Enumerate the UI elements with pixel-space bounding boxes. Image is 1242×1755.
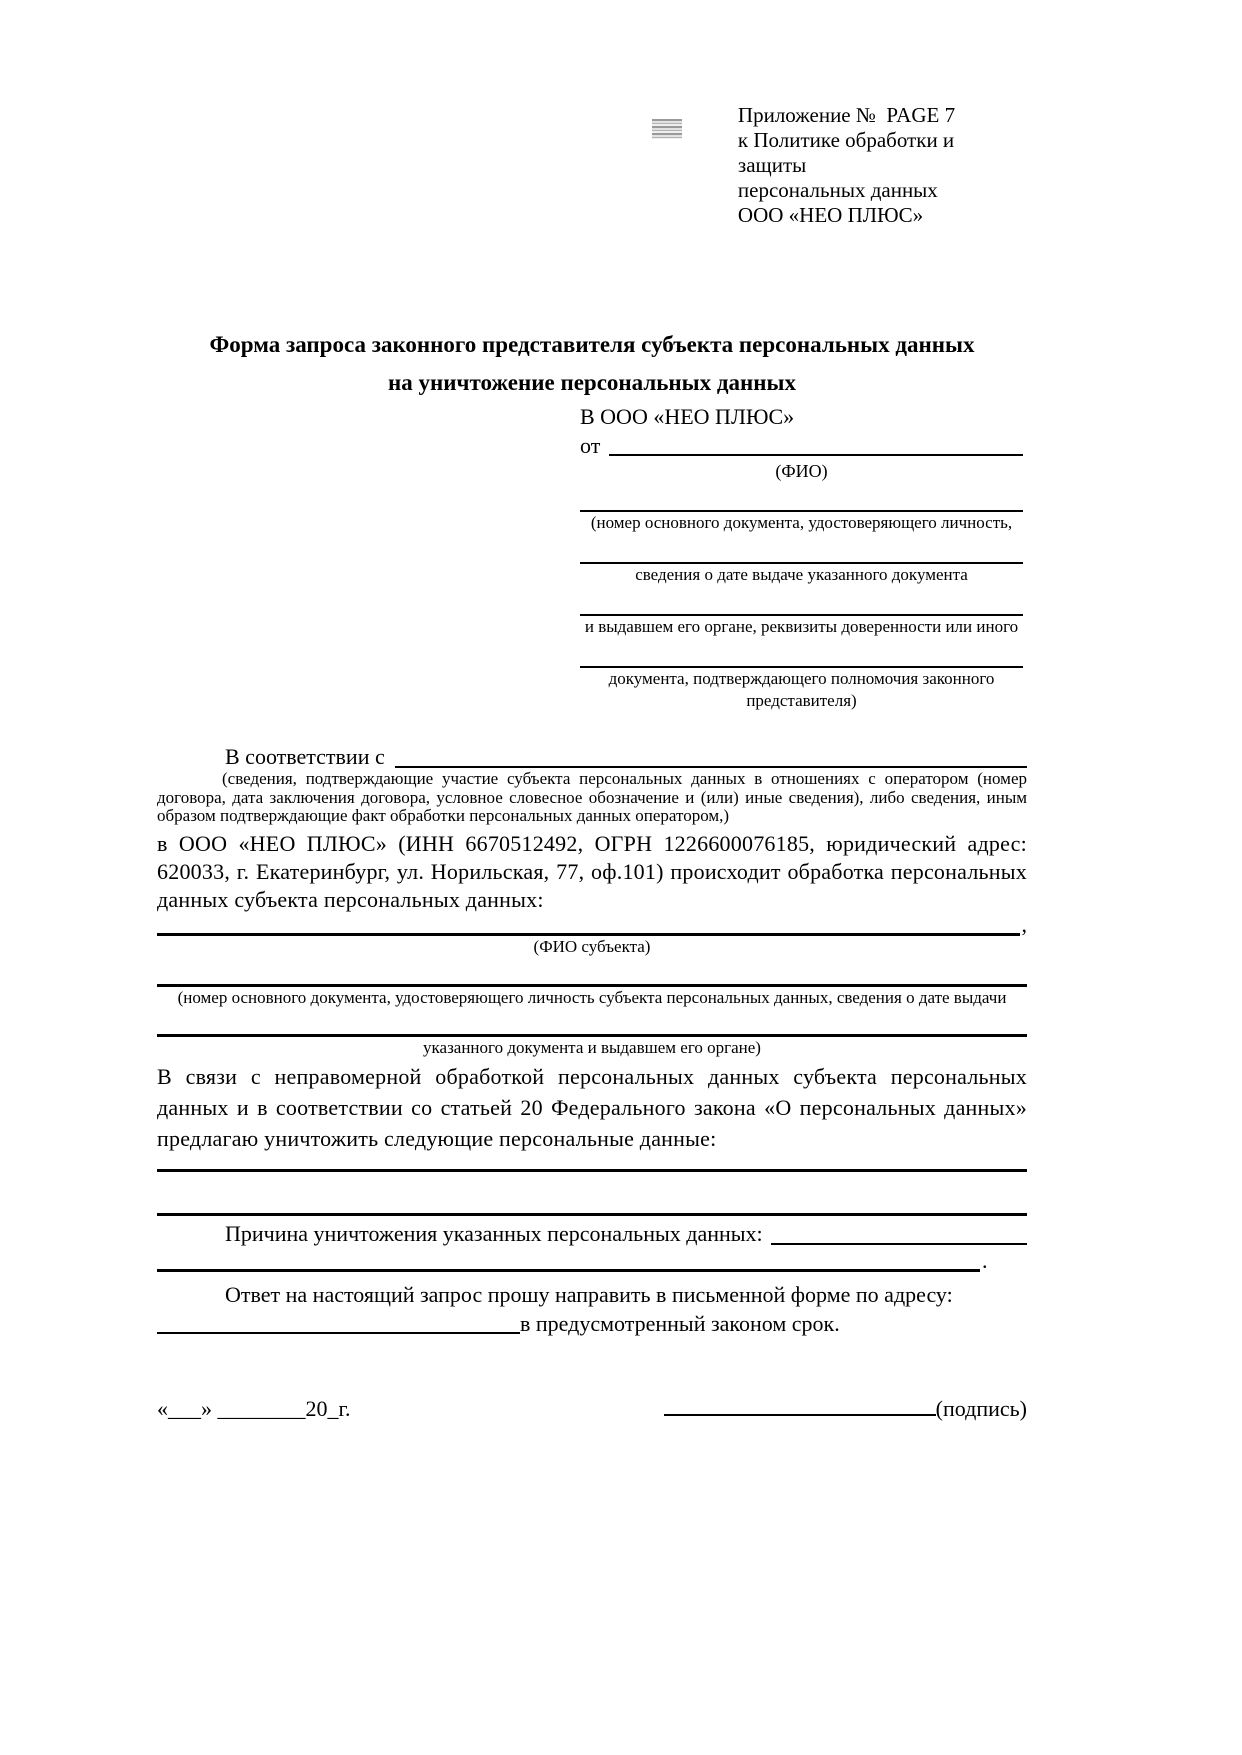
signature-row — [157, 1394, 1027, 1424]
personal-data-blank-line-1 — [157, 1156, 1027, 1172]
field-group-document-number — [580, 482, 1023, 534]
page-title — [157, 326, 1027, 402]
accordance-label: В соответствии с — [225, 744, 385, 769]
blank-line — [580, 638, 1023, 668]
subject-document-caption-top: (номер основного документа, удостоверяющего личность субъекта персональных данных, сведения о дате выдачи — [177, 987, 1007, 1007]
signature-block — [664, 1394, 1027, 1424]
accordance-row — [157, 744, 1027, 770]
date-blank: «___» ________20_г. — [157, 1395, 351, 1421]
subject-fio-blank-line — [157, 914, 1020, 936]
address-blank-line — [157, 1310, 520, 1334]
accordance-footnote: (сведения, подтверждающие участие субъекта персональных данных в отношениях с оператором (номер договора, дата заключения договора, условное словесное обозначение и (или) иные сведения), либо сведения, иным образом подтверждающие факт обработки персональных данных оператором,) — [157, 769, 1027, 826]
operator-paragraph: в ООО «НЕО ПЛЮС» (ИНН 6670512492, ОГРН 1226600076185, юридический адрес: 620033, г. Екатеринбург, ул. Норильская, 77, оф.101) происходит обработка персональных данных субъекта персональных данных: — [157, 830, 1027, 912]
subject-fio-row — [157, 911, 1027, 937]
blank-line — [580, 534, 1023, 564]
reply-address-row — [157, 1310, 1027, 1338]
representative-fio-blank-line — [609, 432, 1023, 456]
reply-tail: в предусмотренный законом срок. — [520, 1310, 840, 1336]
reason-row — [157, 1220, 1027, 1248]
reason-label: Причина уничтожения указанных персональных данных: — [225, 1220, 763, 1246]
personal-data-blank-line-2 — [157, 1172, 1027, 1216]
signature-caption: (подпись) — [935, 1395, 1027, 1421]
from-row — [580, 432, 1023, 460]
field-caption: сведения о дате выдаче указанного документа — [635, 565, 968, 584]
reason-blank-line — [771, 1220, 1027, 1245]
subject-document-caption-bottom: указанного документа и выдавшем его органе) — [423, 1037, 761, 1057]
blank-line — [580, 482, 1023, 512]
subject-fio-caption: (ФИО субъекта) — [533, 936, 651, 956]
field-caption: документа, подтверждающего полномочия законного представителя) — [608, 669, 995, 710]
reason-blank-line-2 — [157, 1250, 980, 1272]
appendix-policy-line-1: к Политике обработки и защиты — [737, 128, 955, 177]
title-line-1: Форма запроса законного представителя субъекта персональных данных — [209, 332, 975, 357]
reply-line: Ответ на настоящий запрос прошу направить в письменной форме по адресу: — [225, 1281, 953, 1307]
addressee-block — [580, 402, 1023, 712]
appendix-number-line: Приложение № PAGE 7 — [737, 103, 956, 127]
field-group-authority-document — [580, 638, 1023, 712]
field-group-issue-date — [580, 534, 1023, 586]
trailing-comma: , — [1021, 911, 1027, 937]
addressee-org: В ООО «НЕО ПЛЮС» — [580, 404, 795, 429]
signature-blank-line — [664, 1410, 936, 1416]
scan-artifact-icon — [652, 119, 682, 139]
appendix-policy-line-2: персональных данных — [737, 178, 938, 202]
blank-line — [580, 586, 1023, 616]
accordance-blank-line — [395, 744, 1027, 768]
header — [157, 103, 1027, 228]
request-paragraph: В связи с неправомерной обработкой персональных данных субъекта персональных данных и в соответствии со статьей 20 Федерального закона «О персональных данных» предлагаю уничтожить следующие персональные данные: — [157, 1063, 1027, 1151]
appendix-org-line: ООО «НЕО ПЛЮС» — [737, 203, 924, 227]
field-group-issuing-authority — [580, 586, 1023, 638]
title-line-2: на уничтожение персональных данных — [388, 370, 796, 395]
fio-caption: (ФИО) — [775, 461, 828, 481]
field-caption: и выдавшем его органе, реквизиты доверенности или иного — [584, 617, 1019, 636]
from-label: от — [580, 433, 601, 458]
appendix-block — [738, 103, 1027, 228]
trailing-period: . — [982, 1247, 988, 1273]
field-caption: (номер основного документа, удостоверяющего личность, — [590, 513, 1013, 532]
reason-continuation-row — [157, 1247, 1027, 1273]
